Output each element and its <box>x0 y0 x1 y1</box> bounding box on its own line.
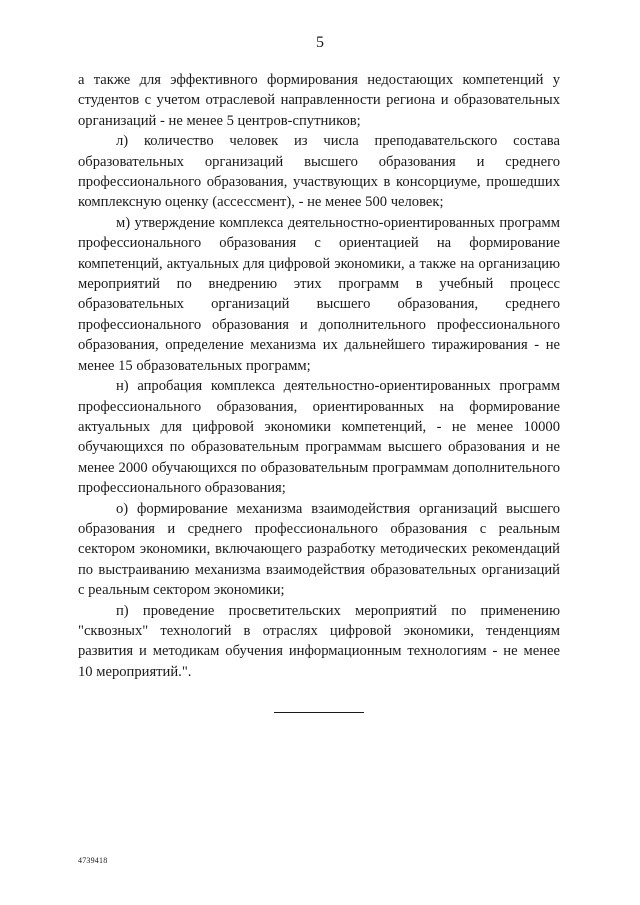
paragraph-item-l: л) количество человек из числа преподавательского состава образовательных организаций высшего образования и среднего профессионального образования, участвующих в консорциуме, прошедших комплексную оценку (ассессмент), - не менее 500 человек; <box>78 133 560 211</box>
paragraph-item-m: м) утверждение комплекса деятельностно-ориентированных программ профессионального образования с ориентацией на формирование компетенций, актуальных для цифровой экономики, а также на организацию мероприятий по внедрению этих программ в учебный процесс образовательных организаций высшего образования, среднего профессионального образования и дополнительного профессионального образования, определение механизма их дальнейшего тиражирования - не менее 15 образовательных программ; <box>78 214 560 374</box>
document-code: 4739418 <box>78 856 108 865</box>
paragraph-item-p: п) проведение просветительских мероприятий по применению "сквозных" технологий в отраслях цифровой экономики, тенденциям развития и методикам обучения информационным технологиям - не менее 10 мероприятий.". <box>78 602 560 680</box>
paragraph-continuation: а также для эффективного формирования недостающих компетенций у студентов с учетом отраслевой направленности региона и образовательных организаций - не менее 5 центров-спутников; <box>78 72 560 129</box>
end-separator-line <box>274 712 364 713</box>
page-number: 5 <box>316 34 324 51</box>
document-body <box>78 70 560 682</box>
paragraph-item-n: н) апробация комплекса деятельностно-ориентированных программ профессионального образования, ориентированных на формирование актуальных для цифровой экономики компетенций, - не менее 10000 обучающихся по образовательным программам высшего образования и не менее 2000 обучающихся по образовательным программам дополнительного профессионального образования; <box>78 378 560 497</box>
paragraph-item-o: о) формирование механизма взаимодействия организаций высшего образования и среднего профессионального образования с реальным сектором экономики, включающего разработку методических рекомендаций по выстраиванию механизма взаимодействия образовательных организаций с реальным сектором экономики; <box>78 500 560 599</box>
